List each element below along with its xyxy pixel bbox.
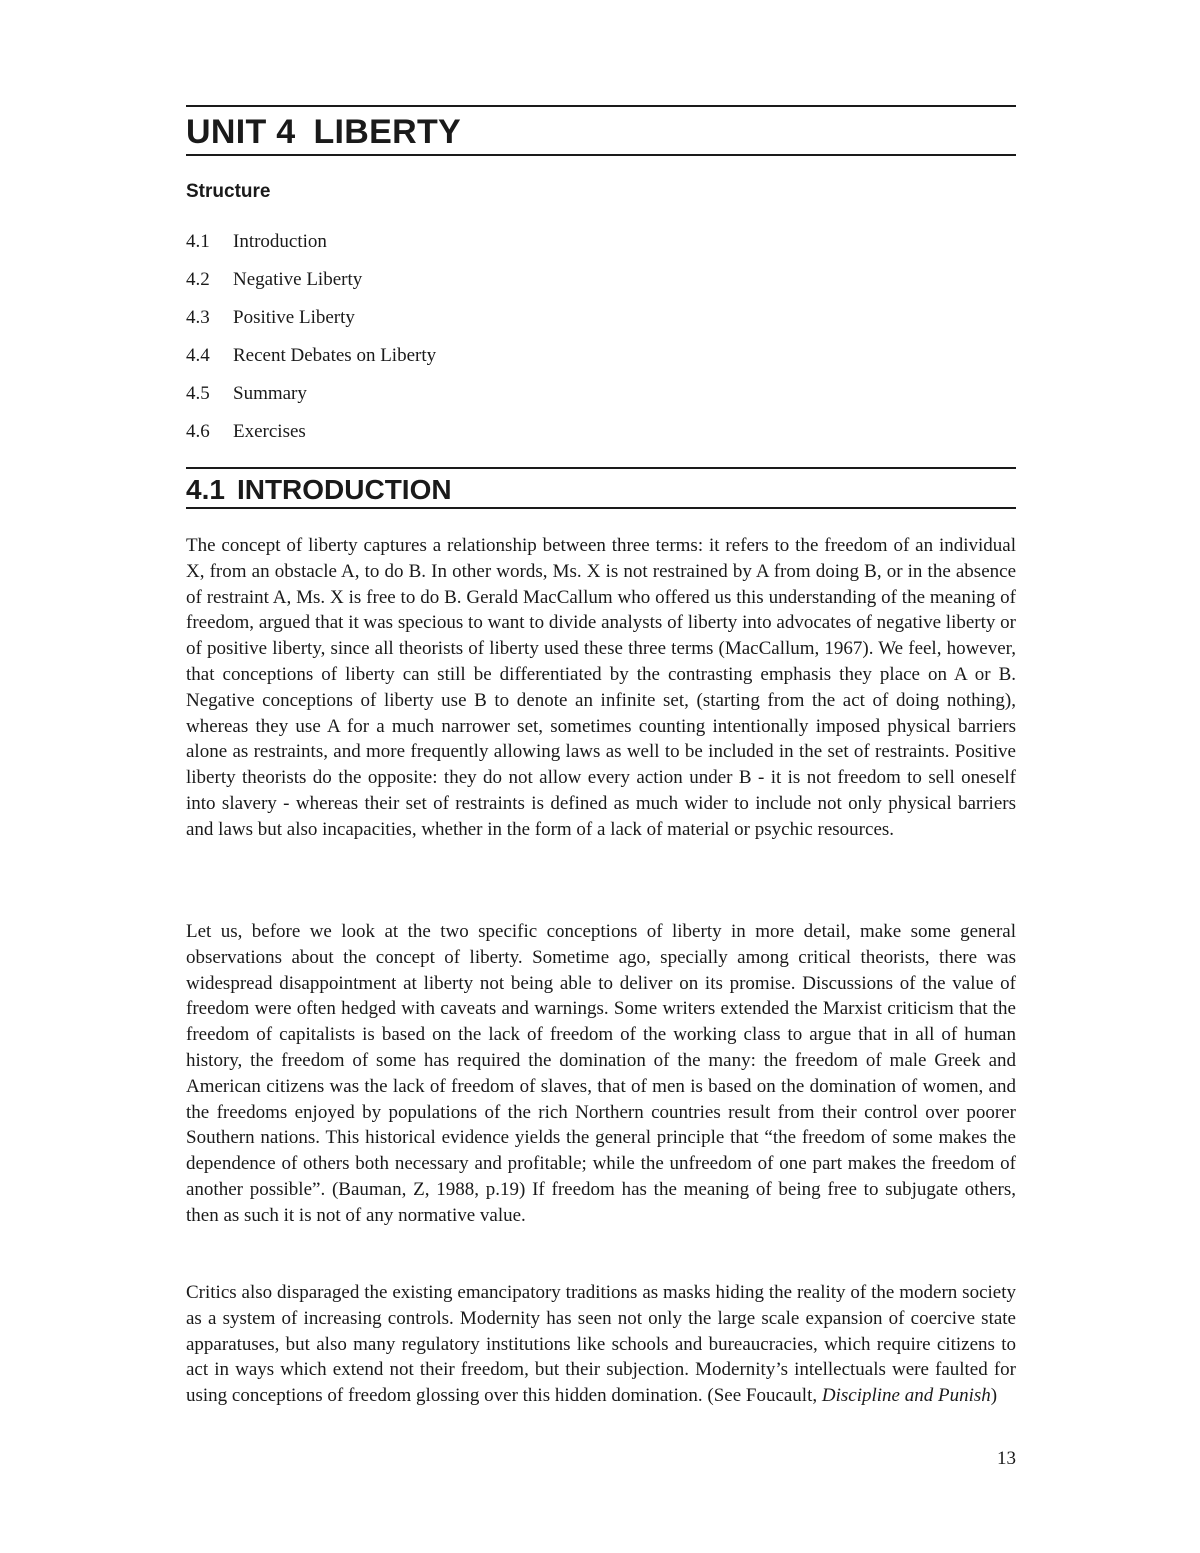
paragraph-3-text: Critics also disparaged the existing emancipatory traditions as masks hiding the reality of the modern society as a system of increasing controls. Modernity has seen not only the large scale expansion of coercive state apparatuses, but also many regulatory institutions like schools and bureaucracies, which require citizens to act in ways which extend not their freedom, but their subjection. Modernity’s intellectuals were faulted for using conceptions of freedom glossing over this hidden domination. (See Foucault,: [186, 1282, 1016, 1407]
structure-list: [186, 228, 436, 456]
section-title: INTRODUCTION: [236, 474, 452, 505]
structure-item-number: 4.4: [186, 345, 210, 366]
structure-item: [186, 266, 436, 304]
structure-heading: Structure: [186, 181, 271, 202]
unit-number: UNIT 4: [186, 113, 296, 151]
structure-item-label: Positive Liberty: [233, 307, 355, 328]
structure-item: [186, 228, 436, 266]
paragraph-3-end: ): [990, 1385, 998, 1407]
structure-item-label: Negative Liberty: [233, 269, 363, 290]
structure-item-label: Recent Debates on Liberty: [233, 345, 437, 366]
page-number: 13: [997, 1448, 1016, 1469]
structure-item-label: Exercises: [233, 421, 306, 442]
title-bottom-rule: [186, 154, 1016, 156]
structure-item-number: 4.5: [186, 383, 210, 404]
structure-item: [186, 380, 436, 418]
structure-item-label: Summary: [233, 383, 307, 404]
structure-item: [186, 418, 436, 456]
section-top-rule: [186, 467, 1016, 469]
document-page: [186, 0, 1016, 1553]
unit-name: LIBERTY: [313, 113, 462, 151]
book-title: Discipline and Punish: [821, 1385, 991, 1407]
section-bottom-rule: [186, 507, 1016, 509]
unit-title: [186, 112, 461, 152]
structure-item-number: 4.3: [186, 307, 210, 328]
structure-item: [186, 304, 436, 342]
paragraph-2: Let us, before we look at the two specific conceptions of liberty in more detail, make some general observations about the concept of liberty. Sometime ago, specially among critical theorists, there was widespread disappointment at liberty not being able to deliver on its promise. Discussions of the value of freedom were often hedged with caveats and warnings. Some writers extended the Marxist criticism that the freedom of capitalists is based on the lack of freedom of the working class to argue that in all of human history, the freedom of some has required the domination of the many: the freedom of male Greek and American citizens was the lack of freedom of slaves, that of men is based on the domination of women, and the freedoms enjoyed by populations of the rich Northern countries result from their control over poorer Southern nations. This historical evidence yields the general principle that “the freedom of some makes the dependence of others both necessary and profitable; while the unfreedom of one part makes the freedom of another possible”. (Bauman, Z, 1988, p.19) If freedom has the meaning of being free to subjugate others, then as such it is not of any normative value.: [186, 921, 1016, 1226]
structure-item-number: 4.1: [186, 231, 210, 252]
section-heading: [186, 472, 452, 508]
section-number: 4.1: [186, 474, 225, 505]
structure-item: [186, 342, 436, 380]
structure-item-number: 4.6: [186, 421, 210, 442]
paragraph-1: The concept of liberty captures a relationship between three terms: it refers to the freedom of an individual X, from an obstacle A, to do B. In other words, Ms. X is not restrained by A from doing B, or in the absence of restraint A, Ms. X is free to do B. Gerald MacCallum who offered us this understanding of the meaning of freedom, argued that it was specious to want to divide analysts of liberty into advocates of negative liberty or of positive liberty, since all theorists of liberty used these three terms (MacCallum, 1967). We feel, however, that conceptions of liberty can still be differentiated by the contrasting emphasis they place on A or B. Negative conceptions of liberty use B to denote an infinite set, (starting from the act of doing nothing), whereas they use A for a much narrower set, sometimes counting intentionally imposed physical barriers alone as restraints, and more frequently allowing laws as well to be included in the set of restraints. Positive liberty theorists do the opposite: they do not allow every action under B - it is not freedom to sell oneself into slavery - whereas their set of restraints is defined as much wider to include not only physical barriers and laws but also incapacities, whether in the form of a lack of material or psychic resources.: [186, 535, 1016, 840]
title-top-rule: [186, 105, 1016, 107]
structure-item-label: Introduction: [233, 231, 327, 252]
paragraph-3: [186, 1280, 1016, 1409]
structure-item-number: 4.2: [186, 269, 210, 290]
